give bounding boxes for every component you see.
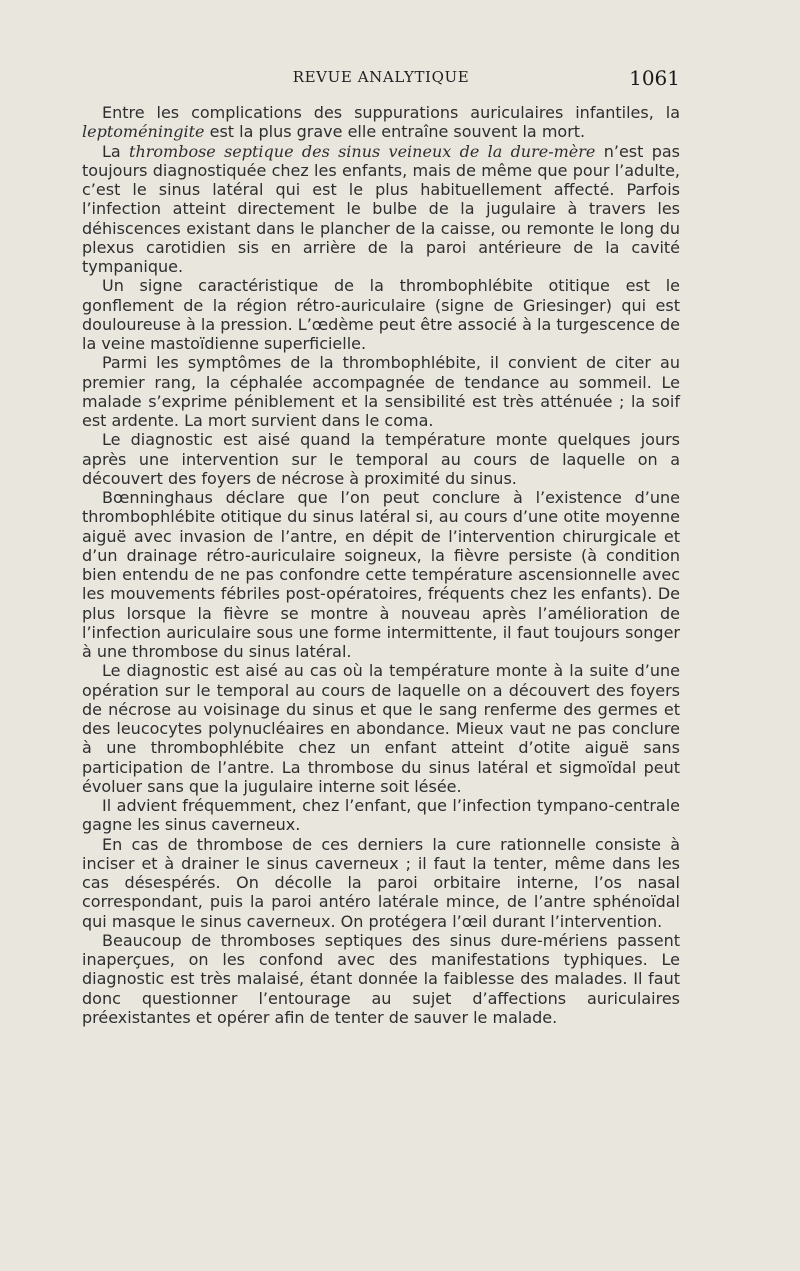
page-number: 1061: [629, 66, 680, 90]
paragraph: [82, 661, 680, 796]
text-run: Il advient fréquemment, chez l’enfant, que l’infection tympano-centrale gagne les sinus caverneux.: [82, 796, 680, 835]
paragraph: [82, 353, 680, 430]
text-run: Parmi les symptômes de la thrombophlébite, il convient de citer au premier rang, la céphalée accompagnée de tendance au sommeil. Le malade s’exprime péniblement et la sensibilité est très atténuée ; la soif est ardente. La mort survient dans le coma.: [82, 353, 680, 430]
text-run: est la plus grave elle entraîne souvent la mort.: [204, 122, 586, 142]
paragraph: [82, 430, 680, 488]
paragraph: [82, 931, 680, 1027]
paragraph: [82, 796, 680, 835]
text-run: Le diagnostic est aisé quand la température monte quelques jours après une intervention sur le temporal au cours de laquelle on a découvert des foyers de nécrose à proximité du sinus.: [82, 430, 680, 488]
italic-term: thrombose septique des sinus veineux de la dure-mère: [129, 141, 596, 161]
italic-term: leptoméningite: [82, 122, 205, 142]
paragraph: [82, 488, 680, 661]
text-run: Bœnninghaus déclare que l’on peut conclure à l’existence d’une thrombophlébite otitique du sinus latéral si, au cours d’une otite moyenne aiguë avec invasion de l’antre, en dépit de l’intervention chirurgicale et d’un drainage rétro-auriculaire soigneux, la fièvre persiste (à condition bien entendu de ne pas confondre cette température ascensionnelle avec les mouvements fébriles post-opératoires, fréquents chez les enfants). De plus lorsque la fièvre se montre à nouveau après l’amélioration de l’infection auriculaire sous une forme intermittente, il faut toujours songer à une thrombose du sinus latéral.: [82, 488, 680, 661]
text-run: Beaucoup de thromboses septiques des sinus dure-mériens passent inaperçues, on les confond avec des manifestations typhiques. Le diagnostic est très malaisé, étant donnée la faiblesse des malades. Il faut donc questionner l’entourage au sujet d’affections auriculaires préexistantes et opérer afin de tenter de sauver le malade.: [82, 930, 680, 1027]
page-header: [82, 66, 680, 90]
running-title: REVUE ANALYTIQUE: [292, 68, 470, 86]
text-run: La: [102, 141, 130, 161]
paragraph: [82, 835, 680, 931]
paragraph: [82, 276, 680, 353]
paragraph: [82, 103, 680, 142]
text-run: n’est pas toujours diagnostiquée chez les enfants, mais de même que pour l’adulte, c’est le sinus latéral qui est le plus habituellement affecté. Parfois l’infection atteint directement le bulbe de la jugulaire à travers les déhiscences existant dans le plancher de la caisse, ou remonte le long du plexus carotidien sis en arrière de la paroi antérieure de la cavité tympanique.: [82, 141, 680, 276]
article-body: [82, 103, 680, 1027]
paragraph: [82, 142, 680, 277]
text-run: Un signe caractéristique de la thrombophlébite otitique est le gonflement de la région rétro-auriculaire (signe de Griesinger) qui est douloureuse à la pression. L’œdème peut être associé à la turgescence de la veine mastoïdienne superficielle.: [82, 276, 680, 353]
text-run: En cas de thrombose de ces derniers la cure rationnelle consiste à inciser et à drainer le sinus caverneux ; il faut la tenter, même dans les cas désespérés. On décolle la paroi orbitaire interne, l’os nasal correspondant, puis la paroi antéro latérale mince, de l’antre sphénoïdal qui masque le sinus caverneux. On protégera l’œil durant l’intervention.: [82, 834, 680, 931]
text-run: Entre les complications des suppurations auriculaires infantiles, la: [102, 103, 680, 122]
text-run: Le diagnostic est aisé au cas où la température monte à la suite d’une opération sur le temporal au cours de laquelle on a découvert des foyers de nécrose au voisinage du sinus et que le sang renferme des germes et des leucocytes polynucléaires en abondance. Mieux vaut ne pas conclure à une thrombophlébite chez un enfant atteint d’otite aiguë sans participation de l’antre. La thrombose du sinus latéral et sigmoïdal peut évoluer sans que la jugulaire interne soit lésée.: [82, 661, 680, 796]
